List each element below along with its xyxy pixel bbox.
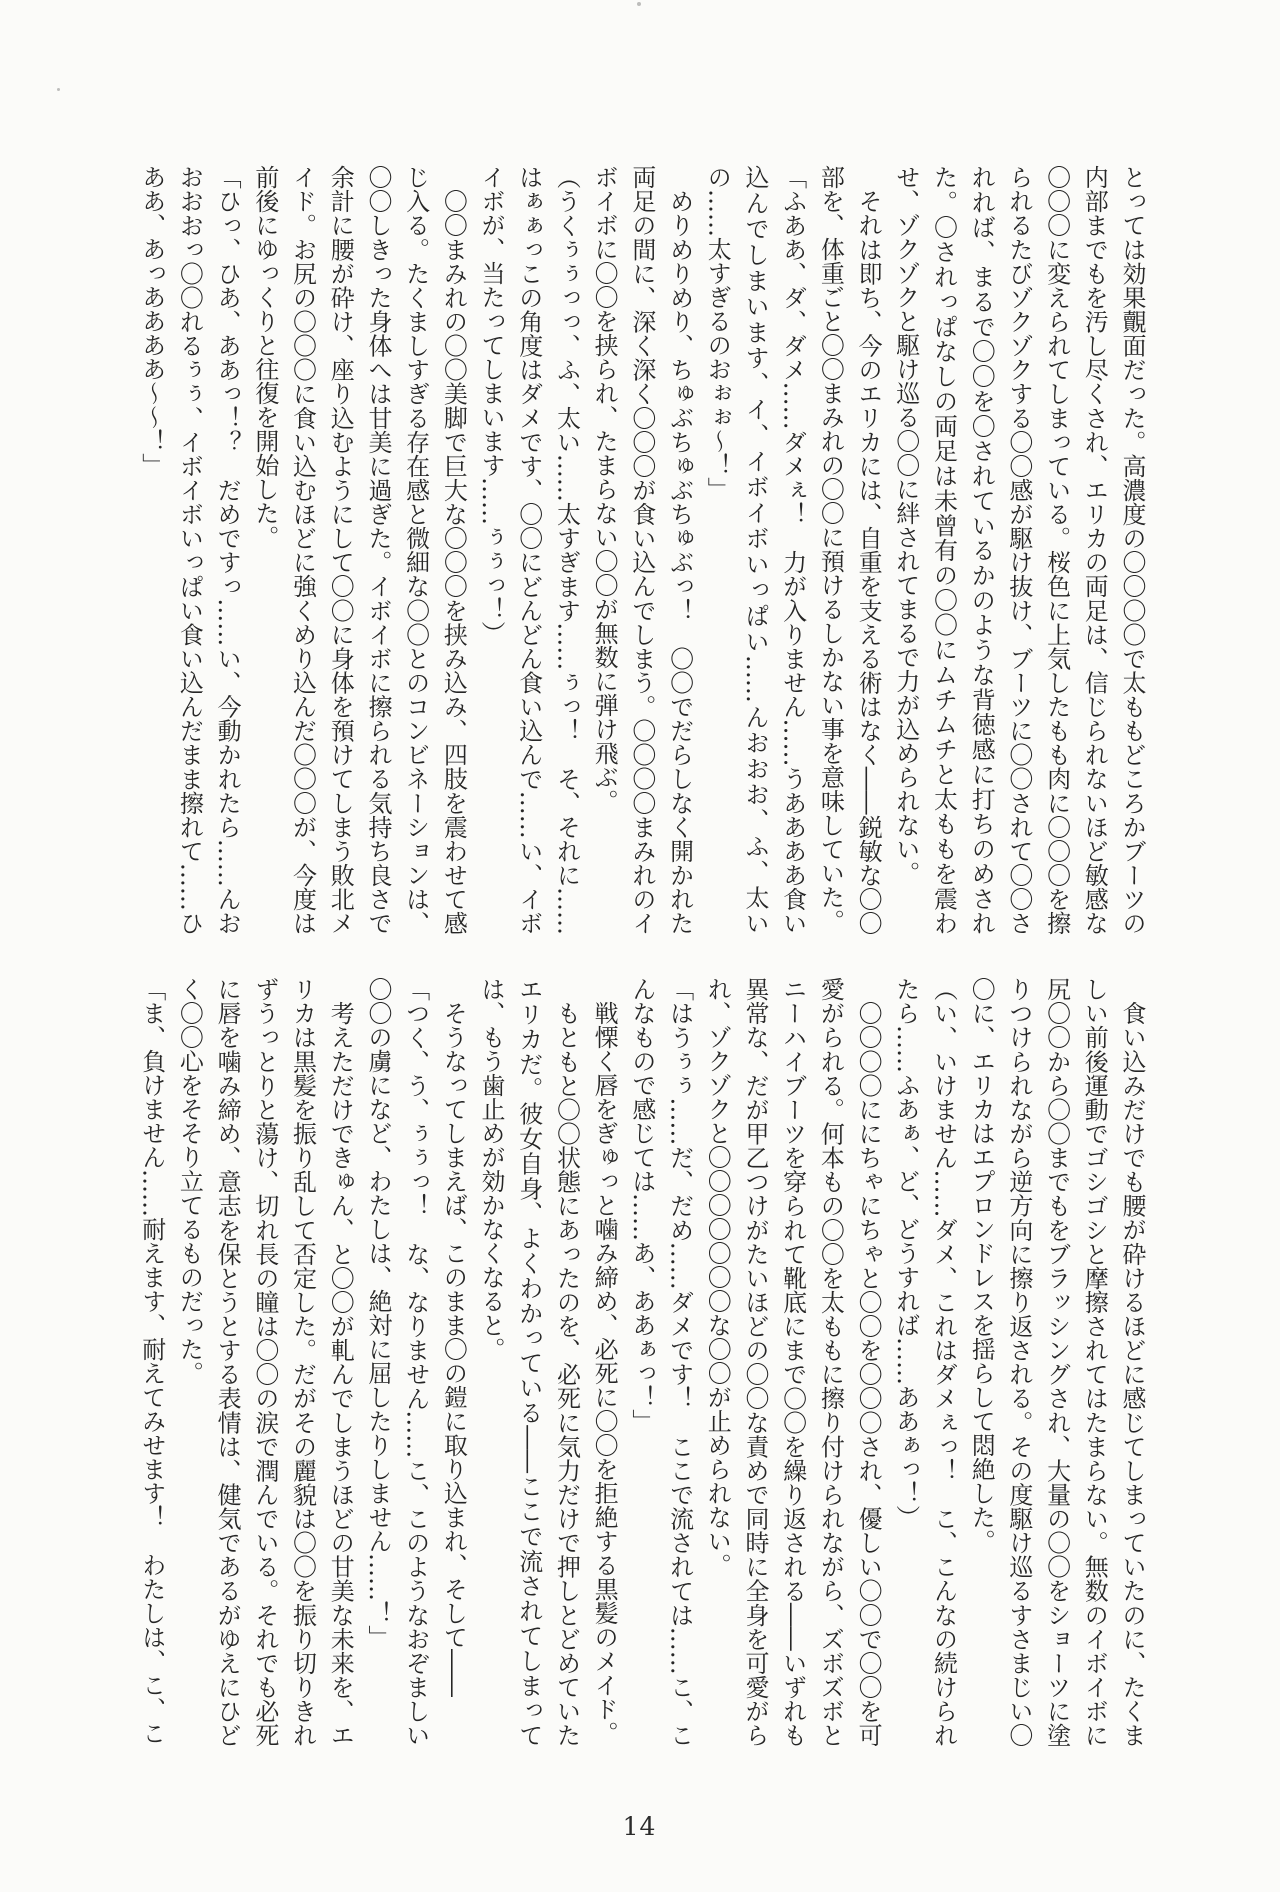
page-number: 14 [622, 1812, 657, 1841]
paragraph: 「ま、負けません……耐えます、耐えてみせます！ わたしは、こ、こ [137, 977, 166, 1745]
paragraph: 食い込みだけでも腰が砕けるほどに感じてしまっていたのに、たくましい前後運動でゴシゴシと摩擦されてはたまらない。無数のイボイボに尻〇〇から〇〇までもをブラッシングされ、大量の〇〇をショーツに塗りつけられながら逆方向に擦り返される。その度駆け巡るすさまじい〇〇に、エリカはエプロンドレスを揺らして悶絶した。 [967, 977, 1146, 1747]
paragraph: 「つく、う、ぅぅっ！ な、なりません……こ、このようなおぞましい〇〇の虜になど、わたしは、絶対に屈したりしません……！」 [363, 977, 430, 1747]
paragraph: 戦慄く唇をぎゅっと噛み締め、必死に〇〇を拒絶する黒髪のメイド。 [590, 1001, 619, 1745]
scan-speck [637, 2, 641, 6]
lower-text-block [129, 977, 1150, 1747]
paragraph: それは即ち、今のエリカには、自重を支える術はなく――鋭敏な〇〇部を、体重ごと〇〇まみれの〇〇に預けるしかない事を意味していた。 [816, 165, 883, 935]
paragraph: とっては効果覿面だった。高濃度の〇〇〇〇で太ももどころかブーツの内部までもを汚し尽くされ、エリカの両足は、信じられないほど敏感な〇〇〇に変えられてしまっている。桜色に上気したもも肉に〇〇〇を擦られるたびゾクゾクする〇〇感が駆け抜け、ブーツに〇〇されて〇〇されれば、まるで〇〇を〇されているかのような背徳感に打ちのめされた。〇されっぱなしの両足は未曾有の〇〇にムチムチと太ももを震わせ、ゾクゾクと駆け巡る〇〇に絆されてまるで力が込められない。 [891, 165, 1146, 935]
upper-text-block [129, 165, 1150, 935]
paragraph: （うくぅぅっっ、ふ、太い……太すぎます……ぅっ！ そ、それに……はぁぁっこの角度はダメです、〇〇にどんどん食い込んで……い、イボイボが、当たってしまいます……ぅぅっ！） [477, 165, 581, 935]
paragraph: 「はうぅぅ……だ、だめ……ダメです！ ここで流されては……こ、こんなもので感じては……あ、ああぁっ！」 [627, 977, 694, 1747]
paragraph: 〇〇〇〇ににちゃにちゃと〇〇を〇〇〇され、優しい〇〇で〇〇を可愛がられる。何本もの〇〇を太ももに擦り付けられながら、ズボズボとニーハイブーツを穿られて靴底にまで〇〇を繰り返される――いずれも異常な、だが甲乙つけがたいほどの〇〇な責めで同時に全身を可愛がられ、ゾクゾクと〇〇〇〇〇〇〇な〇〇が止められない。 [703, 977, 883, 1747]
paragraph: 〇〇まみれの〇〇美脚で巨大な〇〇〇を挟み込み、四肢を震わせて感じ入る。たくましすぎる存在感と微細な〇〇とのコンビネーションは、〇〇しきった身体へは甘美に過ぎた。イボイボに擦られる気持ち良さで余計に腰が砕け、座り込むようにして〇〇に身体を預けてしまう敗北メイド。お尻の〇〇〇に食い込むほどに強くめり込んだ〇〇〇が、今度は前後にゆっくりと往復を開始した。 [250, 165, 468, 935]
paragraph: もともと〇〇状態にあったのを、必死に気力だけで押しとどめていたエリカだ。彼女自身、よくわかっている――ここで流されてしまっては、もう歯止めが効かなくなると。 [477, 977, 581, 1747]
paragraph: 「ひっ、ひあ、ああっ！？ だめですっ……い、今動かれたら……んおおおおっ〇〇れるぅぅ、イボイボいっぱい食い込んだまま擦れて……ひああ、あっああああ〜〜！」 [137, 165, 242, 935]
scan-speck [57, 88, 60, 91]
paragraph: そうなってしまえば、このまま〇の鎧に取り込まれ、そして―― [439, 1001, 468, 1697]
paragraph: めりめりめり、ちゅぶちゅぶちゅぶっ！ 〇〇でだらしなく開かれた両足の間に、深く深く〇〇〇が食い込んでしまう。〇〇〇〇まみれのイボイボに〇〇を挟られ、たまらない〇〇が無数に弾け飛ぶ。 [590, 165, 694, 935]
paragraph: 考えただけできゅん、と〇〇が軋んでしまうほどの甘美な未来を、エリカは黒髪を振り乱して否定した。だがその麗貌は〇〇を振り切りきれずうっとりと蕩け、切れ長の瞳は〇〇の涙で潤んでいる。それでも必死に唇を噛み締め、意志を保とうとする表情は、健気であるがゆえにひどく〇〇心をそそり立てるものだった。 [175, 977, 355, 1747]
paragraph: 「ふああ、ダ、ダメ……ダメぇ！ 力が入りません……うああああ食い込んでしまいます、イ、イボイボいっぱい……んおおお、ふ、太いの……太すぎるのおぉぉ〜！」 [703, 165, 807, 935]
paragraph: （い、いけません……ダメ、これはダメぇっ！ こ、こんなの続けられたら……ふあぁ、ど、どうすれば……ああぁっ！） [891, 977, 958, 1747]
